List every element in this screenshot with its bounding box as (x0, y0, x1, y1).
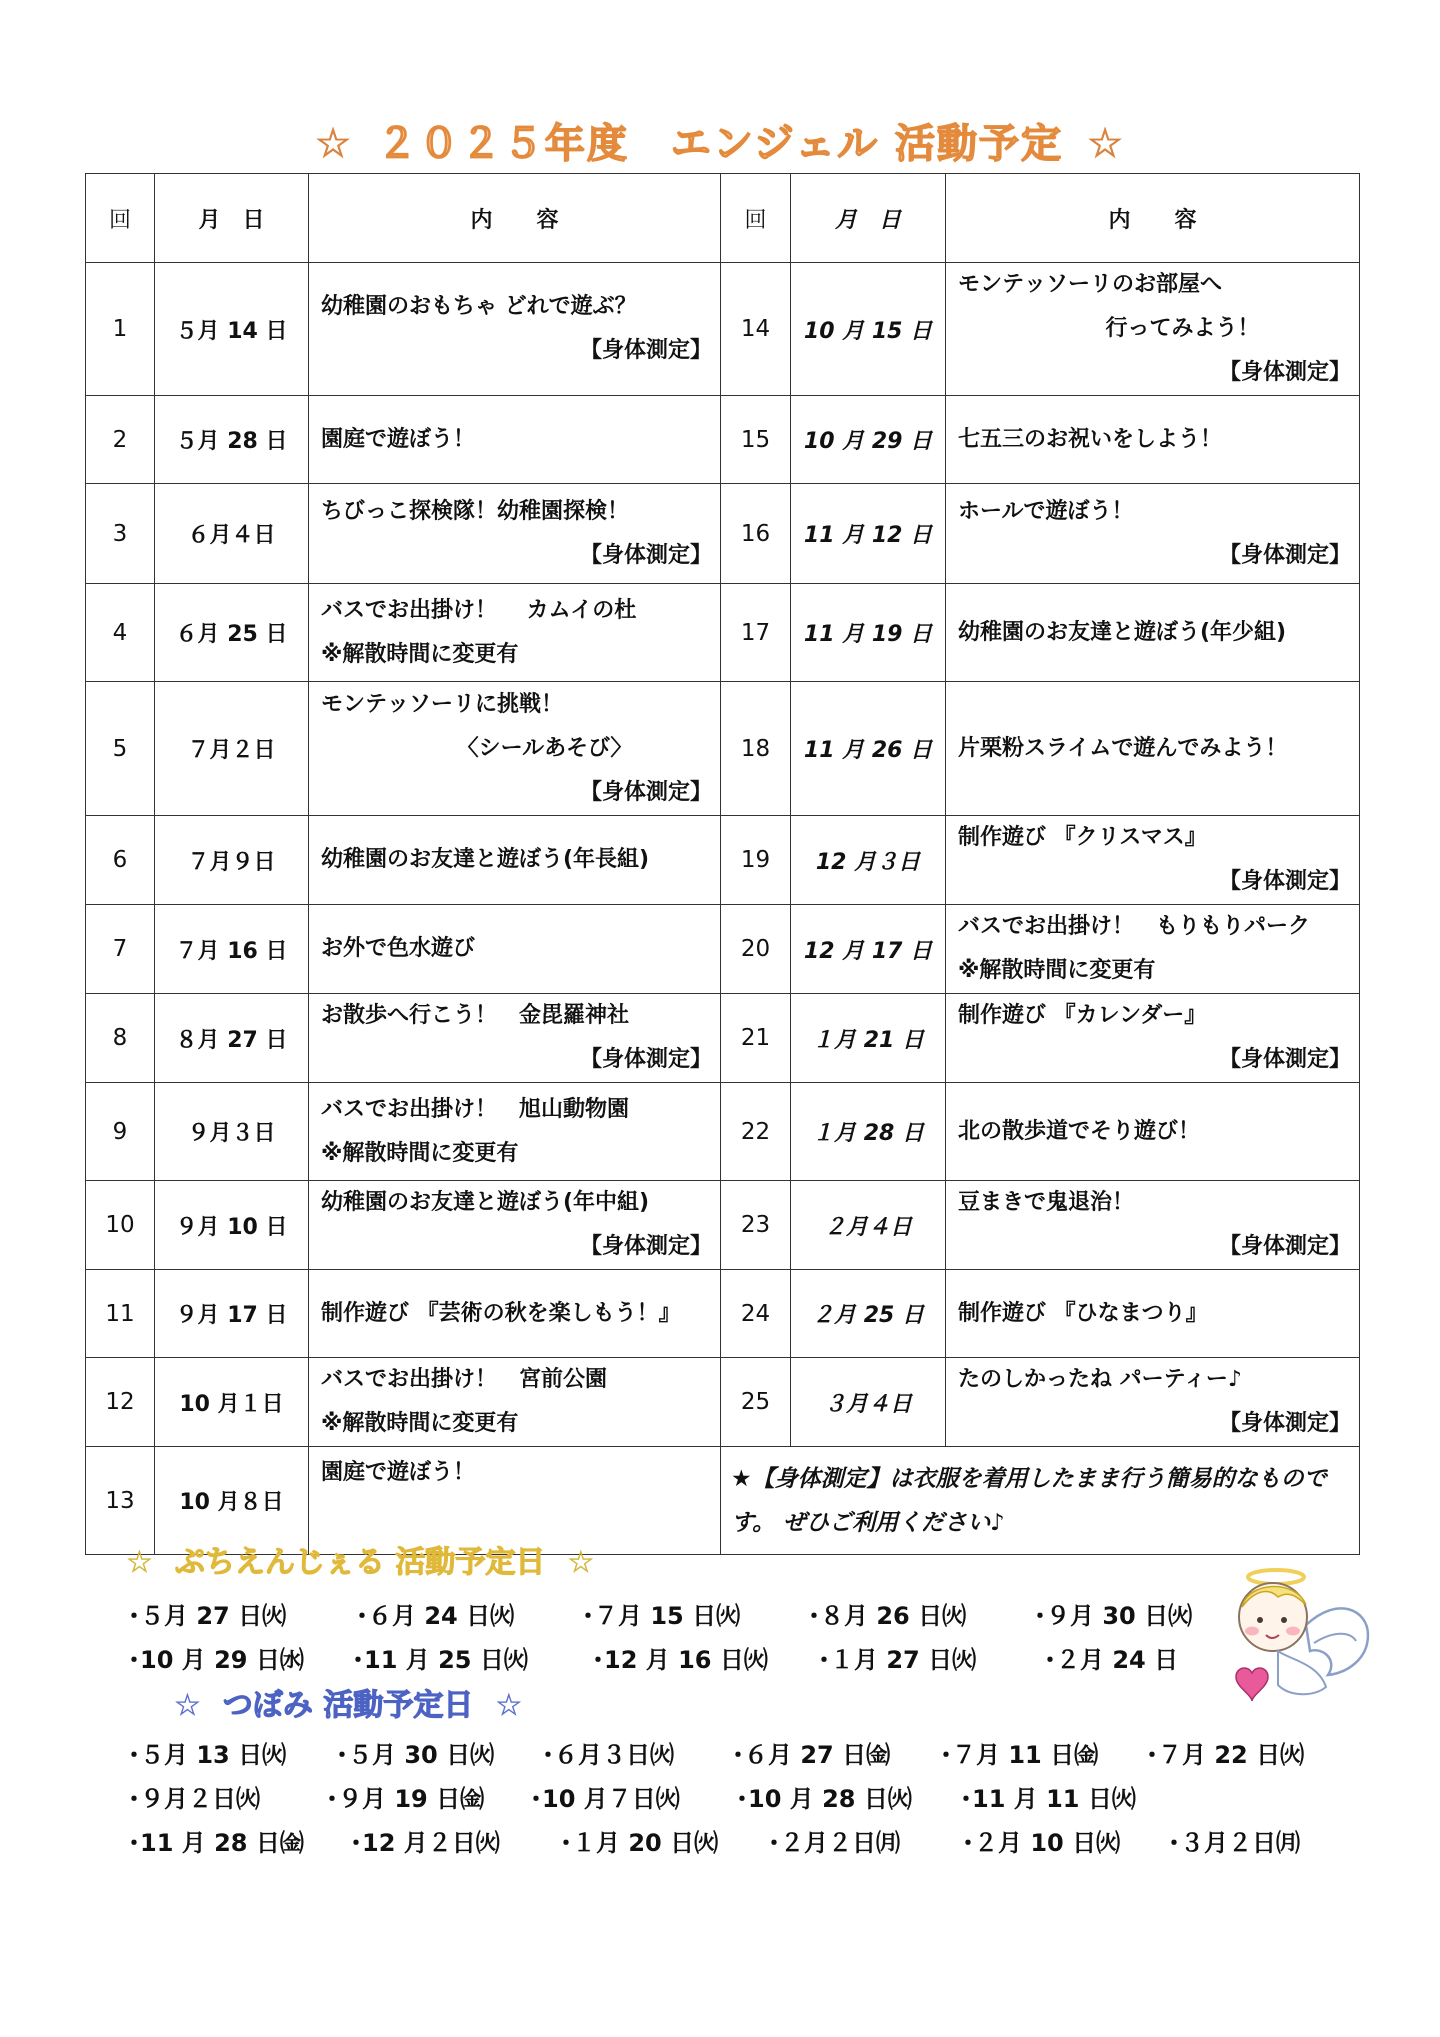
row-number: 11 (86, 1270, 155, 1358)
row-number: 8 (86, 994, 155, 1083)
table-row (86, 263, 1360, 396)
tsubomi-date: ･２月 10 日㈫ (962, 1829, 1121, 1857)
measurement-tag: 【身体測定】 (1218, 869, 1351, 894)
row-content (309, 1270, 721, 1358)
content-line: たのしかったね パーティー♪ (958, 1367, 1242, 1392)
star-icon: ☆ (567, 1545, 595, 1580)
row-number: 20 (721, 905, 791, 994)
table-row (86, 396, 1360, 484)
tsubomi-date: ･11 月 28 日㈮ (128, 1829, 304, 1857)
tsubomi-date: ･11 月 11 日㈫ (960, 1785, 1136, 1813)
content-line: ※解散時間に変更有 (321, 1140, 519, 1166)
row-content (309, 682, 721, 816)
content-line: ※解散時間に変更有 (321, 1411, 519, 1436)
content-line: ホールで遊ぼう！ (958, 498, 1134, 524)
content-line: バスでお出掛け！ カムイの杜 (321, 597, 637, 623)
row-content (309, 484, 721, 584)
petit-date: ･11 月 25 日㈫ (352, 1646, 528, 1674)
star-icon: ☆ (315, 121, 353, 167)
row-number: 1 (86, 263, 155, 396)
row-number: 7 (86, 905, 155, 994)
row-number: 25 (721, 1358, 791, 1447)
row-number: 17 (721, 584, 791, 682)
table-row (86, 1083, 1360, 1181)
tsubomi-date: ･９月２日㈫ (128, 1785, 260, 1813)
content-line: ※解散時間に変更有 (321, 641, 519, 667)
row-date: 12 月３日 (791, 816, 946, 905)
row-number: 12 (86, 1358, 155, 1447)
table-row (86, 1358, 1360, 1447)
row-content (946, 1083, 1360, 1181)
row-number: 16 (721, 484, 791, 584)
row-content (309, 1181, 721, 1270)
row-content (946, 905, 1360, 994)
row-date: ８月 27 日 (155, 994, 309, 1083)
row-content (309, 994, 721, 1083)
petit-date: ･１月 27 日㈫ (818, 1646, 977, 1674)
petit-date: ･２月 24 日 (1044, 1646, 1179, 1674)
row-date: ５月 14 日 (155, 263, 309, 396)
measurement-tag: 【身体測定】 (1218, 360, 1351, 385)
row-date: 11 月 26 日 (791, 682, 946, 816)
table-row (86, 1181, 1360, 1270)
table-header-row (86, 174, 1360, 263)
title-text: ２０２５年度 エンジェル 活動予定 (376, 121, 1064, 167)
row-content (946, 816, 1360, 905)
petit-date: ･６月 24 日㈫ (356, 1602, 515, 1630)
content-line: 制作遊び 『クリスマス』 (958, 825, 1207, 850)
row-number: 15 (721, 396, 791, 484)
row-date: ３月４日 (791, 1358, 946, 1447)
row-date: １月 21 日 (791, 994, 946, 1083)
table-row (86, 816, 1360, 905)
row-content (946, 682, 1360, 816)
table-row (86, 584, 1360, 682)
angel-illustration (1218, 1555, 1378, 1715)
header-no: 回 (721, 174, 791, 263)
content-line: ※解散時間に変更有 (958, 958, 1156, 983)
measurement-tag: 【身体測定】 (579, 779, 712, 805)
row-content (309, 396, 721, 484)
content-line: 制作遊び 『カレンダー』 (958, 1003, 1207, 1028)
row-number: 18 (721, 682, 791, 816)
content-line: 幼稚園のお友達と遊ぼう(年中組) (321, 1190, 650, 1215)
tsubomi-date: ･３月２日㈪ (1168, 1829, 1300, 1857)
row-date: ５月 28 日 (155, 396, 309, 484)
row-number: 21 (721, 994, 791, 1083)
measurement-tag: 【身体測定】 (579, 1047, 712, 1072)
measurement-tag: 【身体測定】 (1218, 1411, 1351, 1436)
tsubomi-date: ･６月３日㈫ (542, 1741, 674, 1769)
content-line: 制作遊び 『芸術の秋を楽しもう！』 (321, 1300, 681, 1326)
header-date: 月 日 (155, 174, 309, 263)
header-content: 内 容 (309, 174, 721, 263)
row-date: ９月 17 日 (155, 1270, 309, 1358)
content-line: バスでお出掛け！ 宮前公園 (321, 1367, 608, 1392)
petit-date: ･５月 27 日㈫ (128, 1602, 287, 1630)
row-content (309, 816, 721, 905)
row-number: 2 (86, 396, 155, 484)
content-line: バスでお出掛け！ もりもりパーク (958, 914, 1311, 939)
header-content: 内 容 (946, 174, 1360, 263)
table-row (86, 1270, 1360, 1358)
page-title (0, 112, 1440, 169)
row-number: 14 (721, 263, 791, 396)
content-line: ちびっこ探検隊！幼稚園探検！ (321, 498, 630, 524)
row-number: 22 (721, 1083, 791, 1181)
tsubomi-date: ･９月 19 日㈮ (326, 1785, 485, 1813)
row-date: ６月４日 (155, 484, 309, 584)
row-number: 3 (86, 484, 155, 584)
schedule-table (85, 173, 1360, 1555)
row-number: 9 (86, 1083, 155, 1181)
petit-heading (104, 1537, 616, 1581)
content-line: 北の散歩道でそり遊び！ (958, 1118, 1201, 1144)
content-line: お散歩へ行こう！ 金毘羅神社 (321, 1003, 630, 1028)
row-content (309, 263, 721, 396)
row-number: 4 (86, 584, 155, 682)
row-content (309, 905, 721, 994)
petit-heading-text: ぷちえんじぇる 活動予定日 (174, 1545, 546, 1580)
table-row (86, 905, 1360, 994)
row-content (946, 584, 1360, 682)
row-content (946, 263, 1360, 396)
content-line: 園庭で遊ぼう！ (321, 1460, 476, 1485)
row-date: １月 28 日 (791, 1083, 946, 1181)
row-number: 23 (721, 1181, 791, 1270)
content-line: 制作遊び 『ひなまつり』 (958, 1300, 1208, 1326)
measurement-tag: 【身体測定】 (579, 338, 712, 363)
row-date: ７月９日 (155, 816, 309, 905)
tsubomi-date: ･７月 11 日㈮ (940, 1741, 1099, 1769)
star-icon: ☆ (495, 1688, 523, 1723)
tsubomi-heading (152, 1680, 544, 1724)
content-line: 幼稚園のおもちゃ どれで遊ぶ？ (321, 294, 637, 319)
row-content (946, 1181, 1360, 1270)
tsubomi-date: ･１月 20 日㈫ (560, 1829, 719, 1857)
measurement-tag: 【身体測定】 (579, 1234, 712, 1259)
petit-date: ･９月 30 日㈫ (1034, 1602, 1193, 1630)
row-number: 24 (721, 1270, 791, 1358)
row-number: 5 (86, 682, 155, 816)
header-date: 月 日 (791, 174, 946, 263)
table-row (86, 994, 1360, 1083)
row-date: ９月３日 (155, 1083, 309, 1181)
row-date: 12 月 17 日 (791, 905, 946, 994)
tsubomi-heading-text: つぼみ 活動予定日 (222, 1688, 474, 1723)
row-date: 10 月８日 (155, 1447, 309, 1555)
petit-date: ･12 月 16 日㈫ (592, 1646, 768, 1674)
row-date: 10 月 29 日 (791, 396, 946, 484)
row-number: 13 (86, 1447, 155, 1555)
tsubomi-date: ･２月２日㈪ (768, 1829, 900, 1857)
content-line: 〈シールあそび〉 (456, 735, 633, 761)
table-row (86, 484, 1360, 584)
measurement-tag: 【身体測定】 (1218, 1234, 1351, 1259)
content-line: モンテッソーリに挑戦！ (321, 691, 564, 717)
row-date: 10 月 15 日 (791, 263, 946, 396)
tsubomi-date: ･12 月２日㈫ (350, 1829, 500, 1857)
row-number: 6 (86, 816, 155, 905)
content-line: 七五三のお祝いをしよう！ (958, 426, 1223, 452)
row-date: ７月 16 日 (155, 905, 309, 994)
content-line: お外で色水遊び (321, 936, 476, 961)
tsubomi-date: ･７月 22 日㈫ (1146, 1741, 1305, 1769)
content-line: 幼稚園のお友達と遊ぼう(年少組) (958, 619, 1287, 645)
star-icon: ☆ (174, 1688, 201, 1723)
petit-date: ･10 月 29 日㈬ (128, 1646, 304, 1674)
measurement-tag: 【身体測定】 (1218, 1047, 1351, 1072)
content-line: 幼稚園のお友達と遊ぼう(年長組) (321, 847, 650, 872)
content-line: 豆まきで鬼退治！ (958, 1190, 1135, 1215)
tsubomi-date: ･６月 27 日㈮ (732, 1741, 891, 1769)
content-line: 園庭で遊ぼう！ (321, 426, 476, 452)
measurement-tag: 【身体測定】 (579, 542, 712, 568)
row-number: 10 (86, 1181, 155, 1270)
row-content (946, 1270, 1360, 1358)
content-line: バスでお出掛け！ 旭山動物園 (321, 1096, 630, 1122)
tsubomi-date: ･５月 30 日㈫ (336, 1741, 495, 1769)
row-date: ６月 25 日 (155, 584, 309, 682)
row-content (309, 1358, 721, 1447)
row-date: ２月４日 (791, 1181, 946, 1270)
row-date: ９月 10 日 (155, 1181, 309, 1270)
tsubomi-date: ･５月 13 日㈫ (128, 1741, 287, 1769)
measurement-tag: 【身体測定】 (1218, 542, 1351, 568)
row-content (946, 396, 1360, 484)
content-line: 片栗粉スライムで遊んでみよう！ (958, 735, 1288, 761)
petit-date: ･８月 26 日㈫ (808, 1602, 967, 1630)
row-content (946, 484, 1360, 584)
tsubomi-date: ･10 月７日㈫ (530, 1785, 680, 1813)
row-content (309, 584, 721, 682)
row-date: 10 月１日 (155, 1358, 309, 1447)
tsubomi-date: ･10 月 28 日㈫ (736, 1785, 912, 1813)
row-date: ７月２日 (155, 682, 309, 816)
row-date: 11 月 12 日 (791, 484, 946, 584)
content-line: 行ってみよう！ (1105, 316, 1260, 341)
row-date: 11 月 19 日 (791, 584, 946, 682)
header-no: 回 (86, 174, 155, 263)
row-content (946, 1358, 1360, 1447)
row-content (946, 994, 1360, 1083)
petit-date: ･７月 15 日㈫ (582, 1602, 741, 1630)
content-line: モンテッソーリのお部屋へ (958, 272, 1223, 297)
row-content (309, 1083, 721, 1181)
star-icon: ☆ (126, 1545, 153, 1580)
table-row (86, 682, 1360, 816)
measurement-note: ★【身体測定】は衣服を着用したまま行う簡易的なものです。 ぜひご利用ください♪ (721, 1447, 1360, 1555)
row-date: ２月 25 日 (791, 1270, 946, 1358)
star-icon: ☆ (1087, 121, 1125, 167)
row-number: 19 (721, 816, 791, 905)
